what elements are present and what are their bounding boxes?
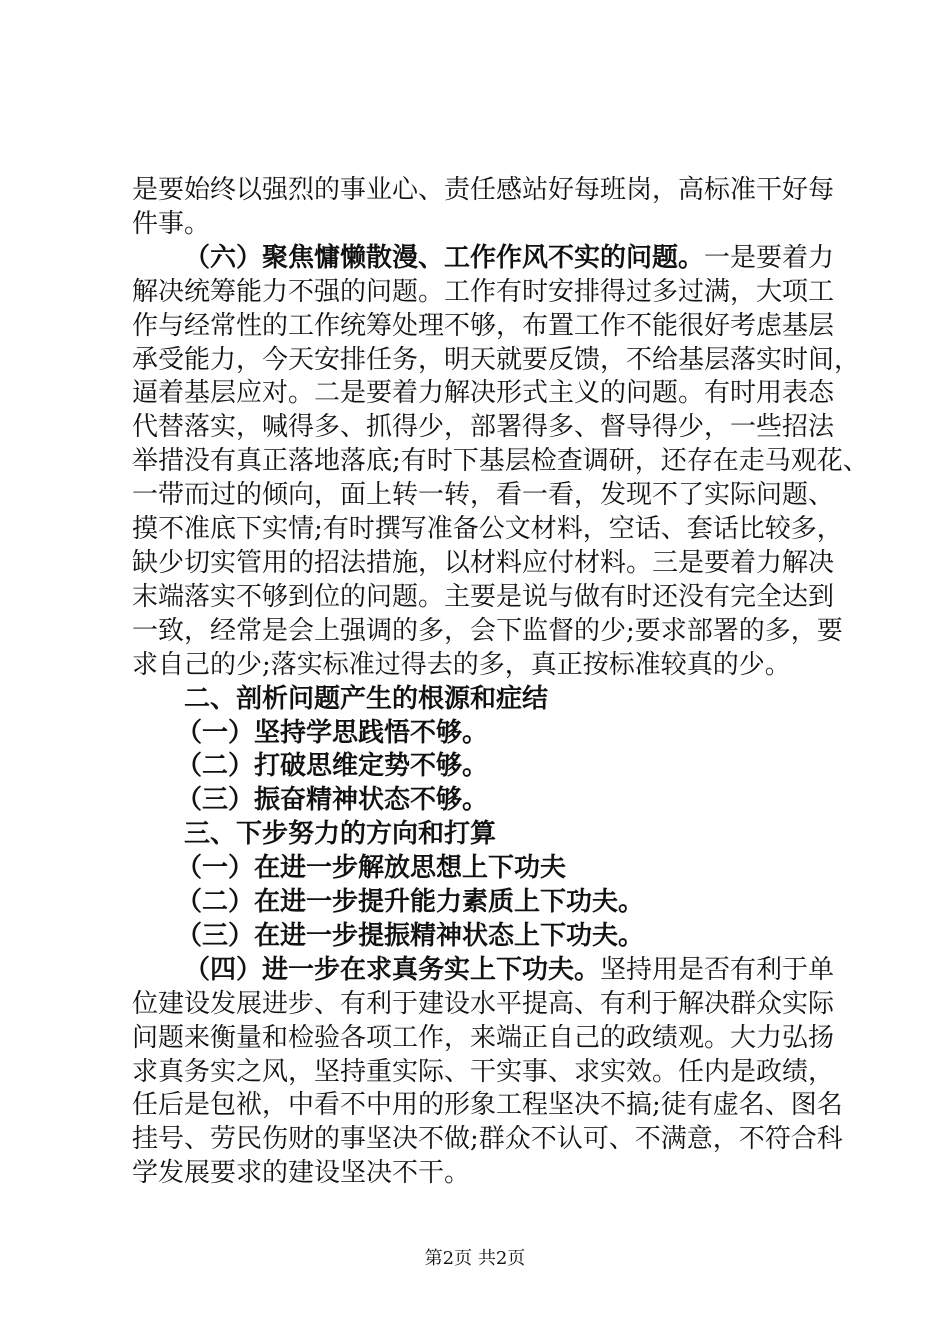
text-line bbox=[132, 886, 822, 920]
line-text: （一）在进一步解放思想上下功夫 bbox=[176, 853, 567, 884]
line-text: （二）打破思维定势不够。 bbox=[176, 751, 489, 782]
line-text: （三）振奋精神状态不够。 bbox=[176, 785, 489, 816]
text-line bbox=[132, 377, 835, 411]
text-line bbox=[132, 649, 822, 683]
bold-heading: （四）进一步在求真务实上下功夫。 bbox=[184, 954, 601, 985]
line-text: 逼着基层应对。二是要着力解决形式主义的问题。有时用表态 bbox=[132, 378, 835, 409]
text-line bbox=[132, 988, 835, 1022]
line-text: 作与经常性的工作统筹处理不够，布置工作不能很好考虑基层 bbox=[132, 310, 835, 341]
text-line bbox=[132, 1089, 843, 1123]
text-line bbox=[132, 1123, 843, 1157]
text-line bbox=[132, 479, 835, 513]
line-text: 缺少切实管用的招法措施，以材料应付材料。三是要着力解决 bbox=[132, 547, 835, 578]
text-line bbox=[132, 954, 835, 988]
bold-heading: （六）聚焦慵懒散漫、工作作风不实的问题。 bbox=[184, 242, 705, 273]
text-line bbox=[132, 717, 822, 751]
line-text: 末端落实不够到位的问题。主要是说与做有时还没有完全达到 bbox=[132, 581, 835, 612]
line-text: 求自己的少;落实标准过得去的多，真正按标准较真的少。 bbox=[132, 649, 791, 680]
line-text: 是要始终以强烈的事业心、责任感站好每班岗，高标准干好每 bbox=[132, 175, 835, 205]
text-line bbox=[132, 852, 822, 886]
line-text: 一是要着力 bbox=[704, 242, 835, 273]
line-text: 任后是包袱，中看不中用的形象工程坚决不搞;徒有虚名、图名 bbox=[132, 1090, 843, 1121]
text-line bbox=[132, 750, 822, 784]
line-text: （一）坚持学思践悟不够。 bbox=[176, 717, 489, 748]
text-line bbox=[132, 1157, 822, 1191]
text-line bbox=[132, 1022, 835, 1056]
line-text: 坚持用是否有利于单 bbox=[600, 954, 835, 985]
text-line bbox=[132, 208, 822, 242]
line-text: 一带而过的倾向，面上转一转，看一看，发现不了实际问题、 bbox=[132, 480, 835, 511]
line-text: 三、下步努力的方向和打算 bbox=[184, 819, 497, 850]
text-line bbox=[132, 683, 822, 717]
text-line bbox=[132, 276, 835, 310]
line-text: 件事。 bbox=[132, 208, 211, 239]
text-line bbox=[132, 411, 835, 445]
line-text: （三）在进一步提振精神状态上下功夫。 bbox=[176, 920, 645, 951]
line-text: 问题来衡量和检验各项工作，来端正自己的政绩观。大力弘扬 bbox=[132, 1022, 835, 1053]
line-text: 摸不准底下实情;有时撰写准备公文材料，空话、套话比较多， bbox=[132, 514, 843, 545]
text-line bbox=[132, 920, 822, 954]
line-text: （二）在进一步提升能力素质上下功夫。 bbox=[176, 887, 645, 918]
text-line bbox=[132, 1056, 835, 1090]
line-text: 二、剖析问题产生的根源和症结 bbox=[184, 683, 549, 714]
text-line bbox=[132, 513, 843, 547]
text-line bbox=[132, 310, 835, 344]
line-text: 举措没有真正落地落底;有时下基层检查调研，还存在走马观花、 bbox=[132, 446, 869, 477]
text-line bbox=[132, 174, 835, 208]
text-line bbox=[132, 818, 822, 852]
page-footer: 第2页 共2页 bbox=[424, 1248, 526, 1269]
body-text bbox=[132, 174, 869, 1191]
text-line bbox=[132, 784, 822, 818]
line-text: 代替落实，喊得多、抓得少，部署得多、督导得少，一些招法 bbox=[132, 412, 835, 443]
text-line bbox=[132, 445, 869, 479]
text-line bbox=[132, 344, 861, 378]
line-text: 学发展要求的建设坚决不干。 bbox=[132, 1158, 471, 1189]
line-text: 位建设发展进步、有利于建设水平提高、有利于解决群众实际 bbox=[132, 988, 835, 1019]
text-line bbox=[132, 615, 843, 649]
line-text: 挂号、劳民伤财的事坚决不做;群众不认可、不满意，不符合科 bbox=[132, 1124, 843, 1155]
text-line bbox=[132, 547, 835, 581]
text-line bbox=[132, 581, 835, 615]
line-text: 承受能力，今天安排任务，明天就要反馈，不给基层落实时间， bbox=[132, 344, 861, 375]
line-text: 求真务实之风，坚持重实际、干实事、求实效。任内是政绩， bbox=[132, 1056, 835, 1087]
line-text: 一致，经常是会上强调的多，会下监督的少;要求部署的多，要 bbox=[132, 615, 843, 646]
text-line bbox=[132, 242, 835, 276]
line-text: 解决统筹能力不强的问题。工作有时安排得过多过满，大项工 bbox=[132, 276, 835, 307]
